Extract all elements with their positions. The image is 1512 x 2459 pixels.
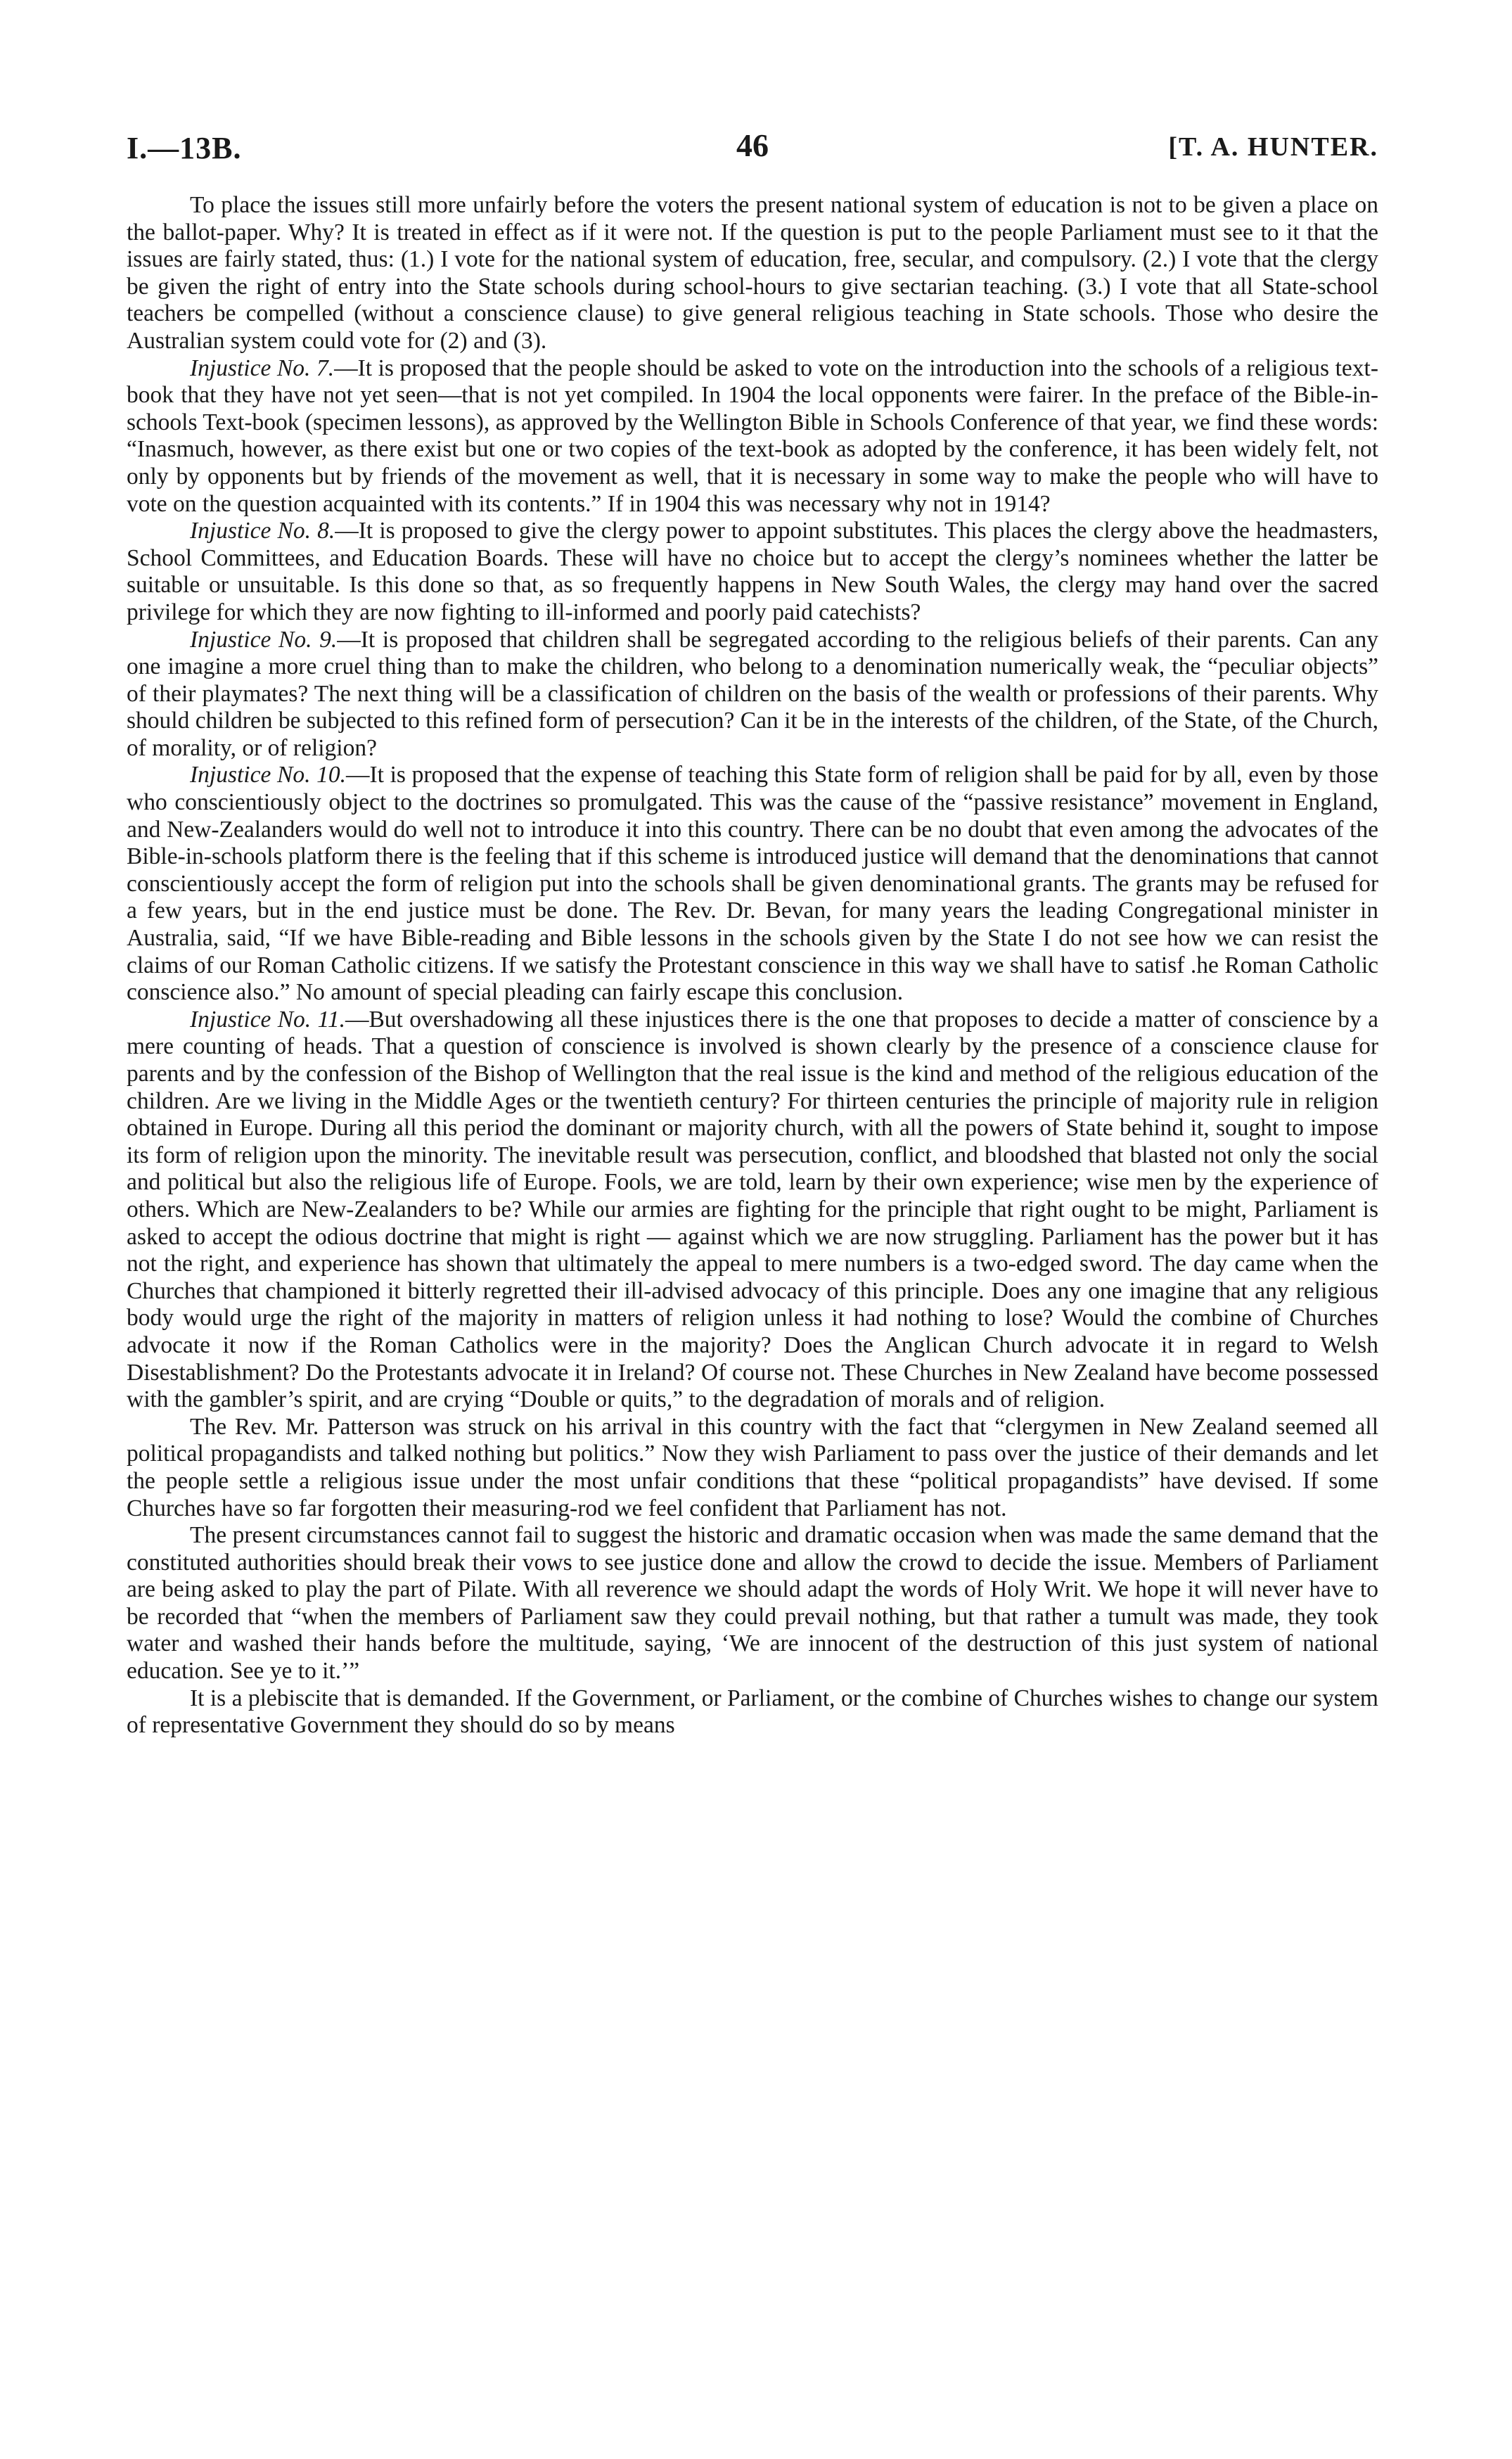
document-page <box>127 123 1378 1739</box>
paragraph-text: —It is proposed that children shall be segregated according to the religious beliefs of their parents. Can any one imagine a more cruel thing than to make the children, who belong to a denomination numerically weak, the “peculiar objects” of their playmates? The next thing will be a classification of children on the basis of the wealth or professions of their parents. Why should children be subjected to this refined form of persecution? Can it be in the interests of the children, of the State, of the Church, of morality, or of religion? <box>127 626 1378 761</box>
paragraph-text: The Rev. Mr. Patterson was struck on his arrival in this country with the fact that “clergymen in New Zealand seemed all political propagandists and talked nothing but politics.” Now they wish Parliament to pass over the justice of their demands and let the people settle a religious issue under the most unfair conditions that these “political propagandists” have devised. If some Churches have so far forgotten their measuring-rod we feel confident that Parliament has not. <box>127 1413 1378 1521</box>
paragraph <box>127 1007 1378 1414</box>
paragraph-text: —It is proposed that the people should be asked to vote on the introduction into the schools of a religious text-book that they have not yet seen—that is not yet compiled. In 1904 the local opponents were fairer. In the preface of the Bible-in-schools Text-book (specimen lessons), as approved by the Wellington Bible in Schools Conference of that year, we find these words: “Inasmuch, however, as there exist but one or two copies of the text-book as adopted by the conference, it has been widely felt, not only by opponents but by friends of the movement as well, that it is necessary in some way to make the people who will have to vote on the question acquainted with its contents.” If in 1904 this was necessary why not in 1914? <box>127 355 1378 517</box>
paragraph-text: —It is proposed that the expense of teaching this State form of religion shall be paid for by all, even by those who conscientiously object to the doctrines so promulgated. This was the cause of the “passive resistance” movement in England, and New-Zealanders would do well not to introduce it into this country. There can be no doubt that even among the advocates of the Bible-in-schools platform there is the feeling that if this scheme is introduced justice will demand that the denominations that cannot conscientiously accept the form of religion put into the schools shall be given denominational grants. The grants may be refused for a few years, but in the end justice must be done. The Rev. Dr. Bevan, for many years the leading Congregational minister in Australia, said, “If we have Bible-reading and Bible lessons in the schools given by the State I do not see how we can resist the claims of our Roman Catholic citizens. If we satisfy the Protestant conscience in this way we shall have to satisf .he Roman Catholic conscience also.” No amount of special pleading can fairly escape this conclusion. <box>127 762 1379 1006</box>
paragraph-text: —But overshadowing all these injustices there is the one that proposes to decide a matter of conscience by a mere counting of heads. That a question of conscience is involved is shown clearly by the presence of a conscience clause for parents and by the confession of the Bishop of Wellington that the real issue is the kind and method of the religious education of the children. Are we living in the Middle Ages or the twentieth century? For thirteen centuries the principle of majority rule in religion obtained in Europe. During all this period the dominant or majority church, with all the powers of State behind it, sought to impose its form of religion upon the minority. The inevitable result was persecution, conflict, and bloodshed that blasted not only the social and political but also the religious life of Europe. Fools, we are told, learn by their own experience; wise men by the experience of others. Which are New-Zealanders to be? While our armies are fighting for the principle that right ought to be might, Parliament is asked to accept the odious doctrine that might is right — against which we are now struggling. Parliament has the power but it has not the right, and experience has shown that ultimately the appeal to mere numbers is a two-edged sword. The day came when the Churches that championed it bitterly regretted their ill-advised advocacy of this principle. Does any one imagine that any religious body would urge the right of the majority in matters of religion unless it had nothing to lose? Would the combine of Churches advocate it now if the Roman Catholics were in the majority? Does the Anglican Church advocate it in regard to Welsh Disestablishment? Do the Protestants advocate it in Ireland? Of course not. These Churches in New Zealand have become possessed with the gambler’s spirit, and are crying “Double or quits,” to the degradation of morals and of religion. <box>127 1006 1379 1413</box>
paragraph-text: The present circumstances cannot fail to suggest the historic and dramatic occasion when was made the same demand that the constituted authorities should break their vows to see justice done and allow the crowd to decide the issue. Members of Parliament are being asked to play the part of Pilate. With all reverence we should adapt the words of Holy Writ. We hope it will never have to be recorded that “when the members of Parliament saw they could prevail nothing, but that rather a tumult was made, they took water and washed their hands before the multitude, saying, ‘We are innocent of the destruction of this just system of national education. See ye to it.’” <box>127 1522 1378 1685</box>
paragraph <box>127 627 1378 762</box>
paragraph <box>127 762 1378 1006</box>
author-name: [T. A. HUNTER. <box>1168 132 1378 162</box>
paragraph <box>127 355 1378 518</box>
paragraph <box>127 192 1378 355</box>
paragraph <box>127 1522 1378 1685</box>
paragraph-text: —It is proposed to give the clergy power to appoint substitutes. This places the clergy above the headmasters, School Committees, and Education Boards. These will have no choice but to accept the clergy’s nominees whether the latter be suitable or unsuitable. Is this done so that, as so frequently happens in New South Wales, the clergy may hand over the sacred privilege for which they are now fighting to ill-informed and poorly paid catechists? <box>127 518 1378 625</box>
body-text <box>127 192 1378 1739</box>
injustice-heading: Injustice No. 11. <box>190 1006 345 1033</box>
paragraph <box>127 1685 1378 1739</box>
injustice-heading: Injustice No. 8. <box>190 518 335 544</box>
injustice-heading: Injustice No. 9. <box>190 626 338 653</box>
paragraph-text: It is a plebiscite that is demanded. If the Government, or Parliament, or the combine of Churches wishes to change our system of representative Government they should do so by means <box>127 1685 1378 1739</box>
paragraph-text: To place the issues still more unfairly before the voters the present national system of education is not to be given a place on the ballot-paper. Why? It is treated in effect as if it were not. If the question is put to the people Parliament must see to it that the issues are fairly stated, thus: (1.) I vote for the national system of education, free, secular, and compulsory. (2.) I vote that the clergy be given the right of entry into the State schools during school-hours to give sectarian teaching. (3.) I vote that all State-school teachers be compelled (without a conscience clause) to give general religious teaching in State schools. Those who desire the Australian system could vote for (2) and (3). <box>127 192 1378 354</box>
running-header <box>127 123 1378 179</box>
page-number: 46 <box>736 127 769 163</box>
injustice-heading: Injustice No. 10. <box>190 762 346 788</box>
paragraph <box>127 518 1378 626</box>
paragraph <box>127 1414 1378 1522</box>
injustice-heading: Injustice No. 7. <box>190 355 335 381</box>
paper-reference: I.—13B. <box>127 131 242 165</box>
